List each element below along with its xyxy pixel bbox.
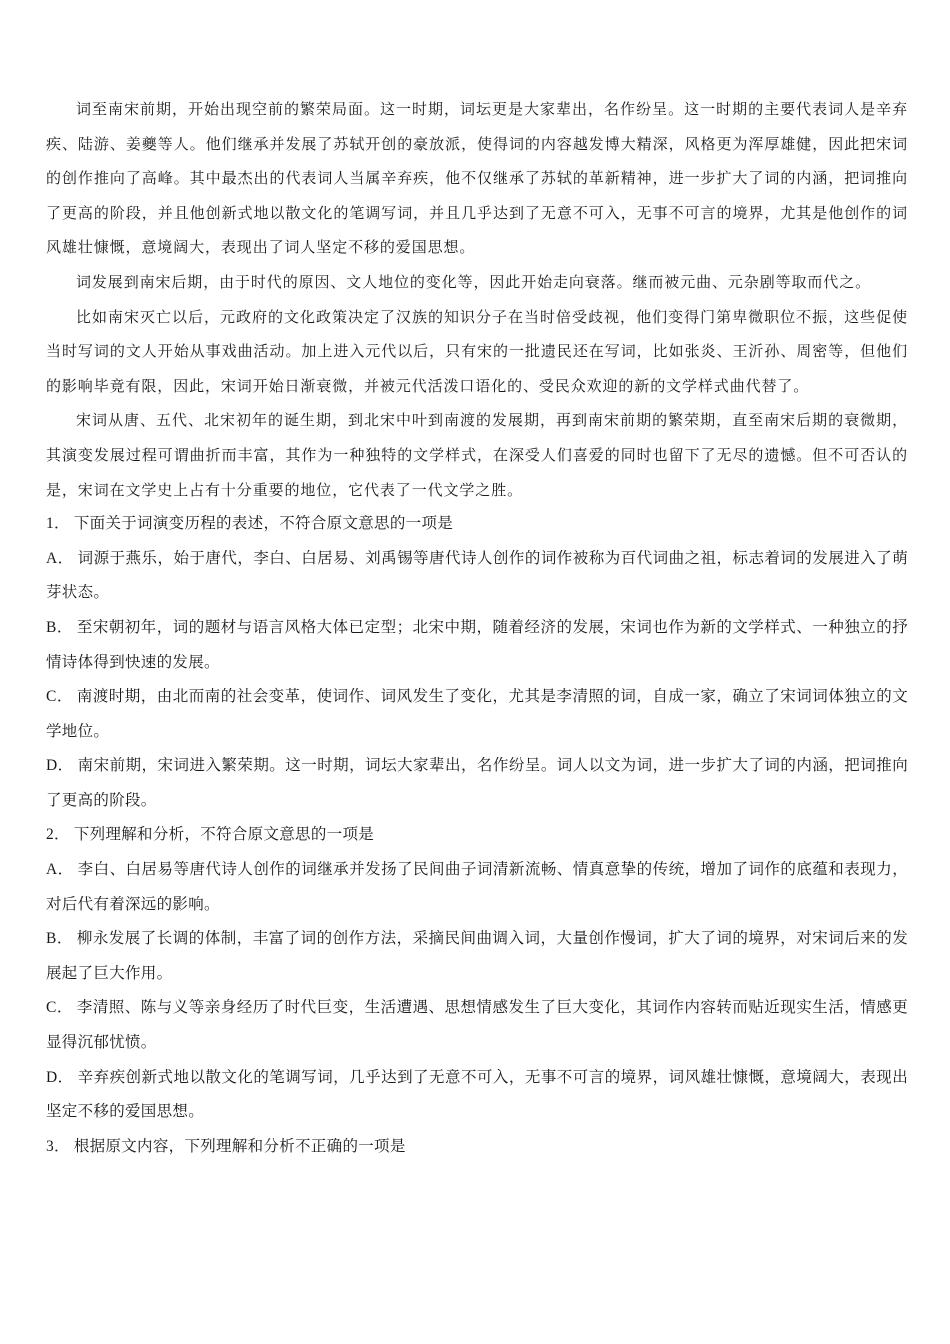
option-a bbox=[46, 853, 908, 922]
option-label: B． bbox=[46, 930, 73, 948]
question-number: 2． bbox=[46, 826, 70, 844]
option-text: 李白、白居易等唐代诗人创作的词继承并发扬了民间曲子词清新流畅、情真意挚的传统，增加了词作的底蕴和表现力，对后代有着深远的影响。 bbox=[46, 861, 908, 913]
option-label: A． bbox=[46, 861, 74, 879]
option-text: 词源于燕乐，始于唐代，李白、白居易、刘禹锡等唐代诗人创作的词作被称为百代词曲之祖，标志着词的发展进入了萌芽状态。 bbox=[46, 549, 908, 602]
option-text: 辛弃疾创新式地以散文化的笔调写词，几乎达到了无意不可入，无事不可言的境界，词风雄壮慷慨，意境阔大，表现出坚定不移的爱国思想。 bbox=[46, 1068, 908, 1121]
passage-paragraph: 词发展到南宋后期，由于时代的原因、文人地位的变化等，因此开始走向衰落。继而被元曲、元杂剧等取而代之。 bbox=[76, 272, 872, 291]
option-b bbox=[46, 922, 908, 991]
option-c bbox=[46, 680, 908, 749]
option-a bbox=[46, 542, 908, 611]
option-d bbox=[46, 749, 908, 818]
option-text: 柳永发展了长调的体制，丰富了词的创作方法，采摘民间曲调入词，大量创作慢词，扩大了词的境界，对宋词后来的发展起了巨大作用。 bbox=[46, 930, 908, 982]
passage-paragraph: 比如南宋灭亡以后，元政府的文化政策决定了汉族的知识分子在当时倍受歧视，他们变得门第卑微职位不振，这些促使当时写词的文人开始从事戏曲活动。加上进入元代以后，只有宋的一批遗民还在写词，比如张炎、王沂孙、周密等，但他们的影响毕竟有限，因此，宋词开始日渐衰微，并被元代活泼口语化的、受民众欢迎的新的文学样式曲代替了。 bbox=[46, 307, 908, 395]
option-text: 李清照、陈与义等亲身经历了时代巨变，生活遭遇、思想情感发生了巨大变化，其词作内容转而贴近现实生活，情感更显得沉郁忧愤。 bbox=[46, 999, 908, 1052]
question-text: 根据原文内容，下列理解和分析不正确的一项是 bbox=[73, 1137, 406, 1155]
option-label: D． bbox=[46, 1068, 74, 1086]
question-stem bbox=[46, 1130, 908, 1165]
option-label: D． bbox=[46, 757, 74, 775]
question-text: 下列理解和分析，不符合原文意思的一项是 bbox=[73, 826, 375, 844]
question-1 bbox=[46, 507, 908, 818]
question-stem bbox=[46, 507, 908, 542]
document-page bbox=[46, 92, 908, 1164]
reading-passage bbox=[46, 92, 908, 507]
option-d bbox=[46, 1061, 908, 1130]
passage-paragraph: 词至南宋前期，开始出现空前的繁荣局面。这一时期，词坛更是大家辈出，名作纷呈。这一时期的主要代表词人是辛弃疾、陆游、姜夔等人。他们继承并发展了苏轼开创的豪放派，使得词的内容越发博大精深，风格更为浑厚雄健，因此把宋词的创作推向了高峰。其中最杰出的代表词人当属辛弃疾，他不仅继承了苏轼的革新精神，进一步扩大了词的内涵，把词推向了更高的阶段，并且他创新式地以散文化的笔调写词，并且几乎达到了无意不可入，无事不可言的境界，尤其是他创作的词风雄壮慷慨，意境阔大，表现出了词人坚定不移的爱国思想。 bbox=[46, 100, 908, 257]
option-text: 南渡时期，由北而南的社会变革，使词作、词风发生了变化，尤其是李清照的词，自成一家，确立了宋词词体独立的文学地位。 bbox=[46, 688, 908, 740]
question-number: 1． bbox=[46, 515, 70, 533]
option-label: A． bbox=[46, 549, 74, 567]
option-label: C． bbox=[46, 688, 73, 706]
option-c bbox=[46, 991, 908, 1060]
option-label: B． bbox=[46, 618, 73, 636]
option-label: C． bbox=[46, 999, 73, 1017]
option-b bbox=[46, 611, 908, 680]
question-number: 3． bbox=[46, 1137, 70, 1155]
passage-paragraph: 宋词从唐、五代、北宋初年的诞生期，到北宋中叶到南渡的发展期，再到南宋前期的繁荣期，直至南宋后期的衰微期，其演变发展过程可谓曲折而丰富，其作为一种独特的文学样式，在深受人们喜爱的同时也留下了无尽的遗憾。但不可否认的是，宋词在文学史上占有十分重要的地位，它代表了一代文学之胜。 bbox=[46, 411, 908, 499]
question-stem bbox=[46, 818, 908, 853]
option-text: 至宋朝初年，词的题材与语言风格大体已定型；北宋中期，随着经济的发展，宋词也作为新的文学样式、一种独立的抒情诗体得到快速的发展。 bbox=[46, 618, 908, 671]
question-3 bbox=[46, 1130, 908, 1165]
question-2 bbox=[46, 818, 908, 1129]
option-text: 南宋前期，宋词进入繁荣期。这一时期，词坛大家辈出，名作纷呈。词人以文为词，进一步扩大了词的内涵，把词推向了更高的阶段。 bbox=[46, 757, 908, 809]
question-text: 下面关于词演变历程的表述，不符合原文意思的一项是 bbox=[73, 515, 454, 533]
